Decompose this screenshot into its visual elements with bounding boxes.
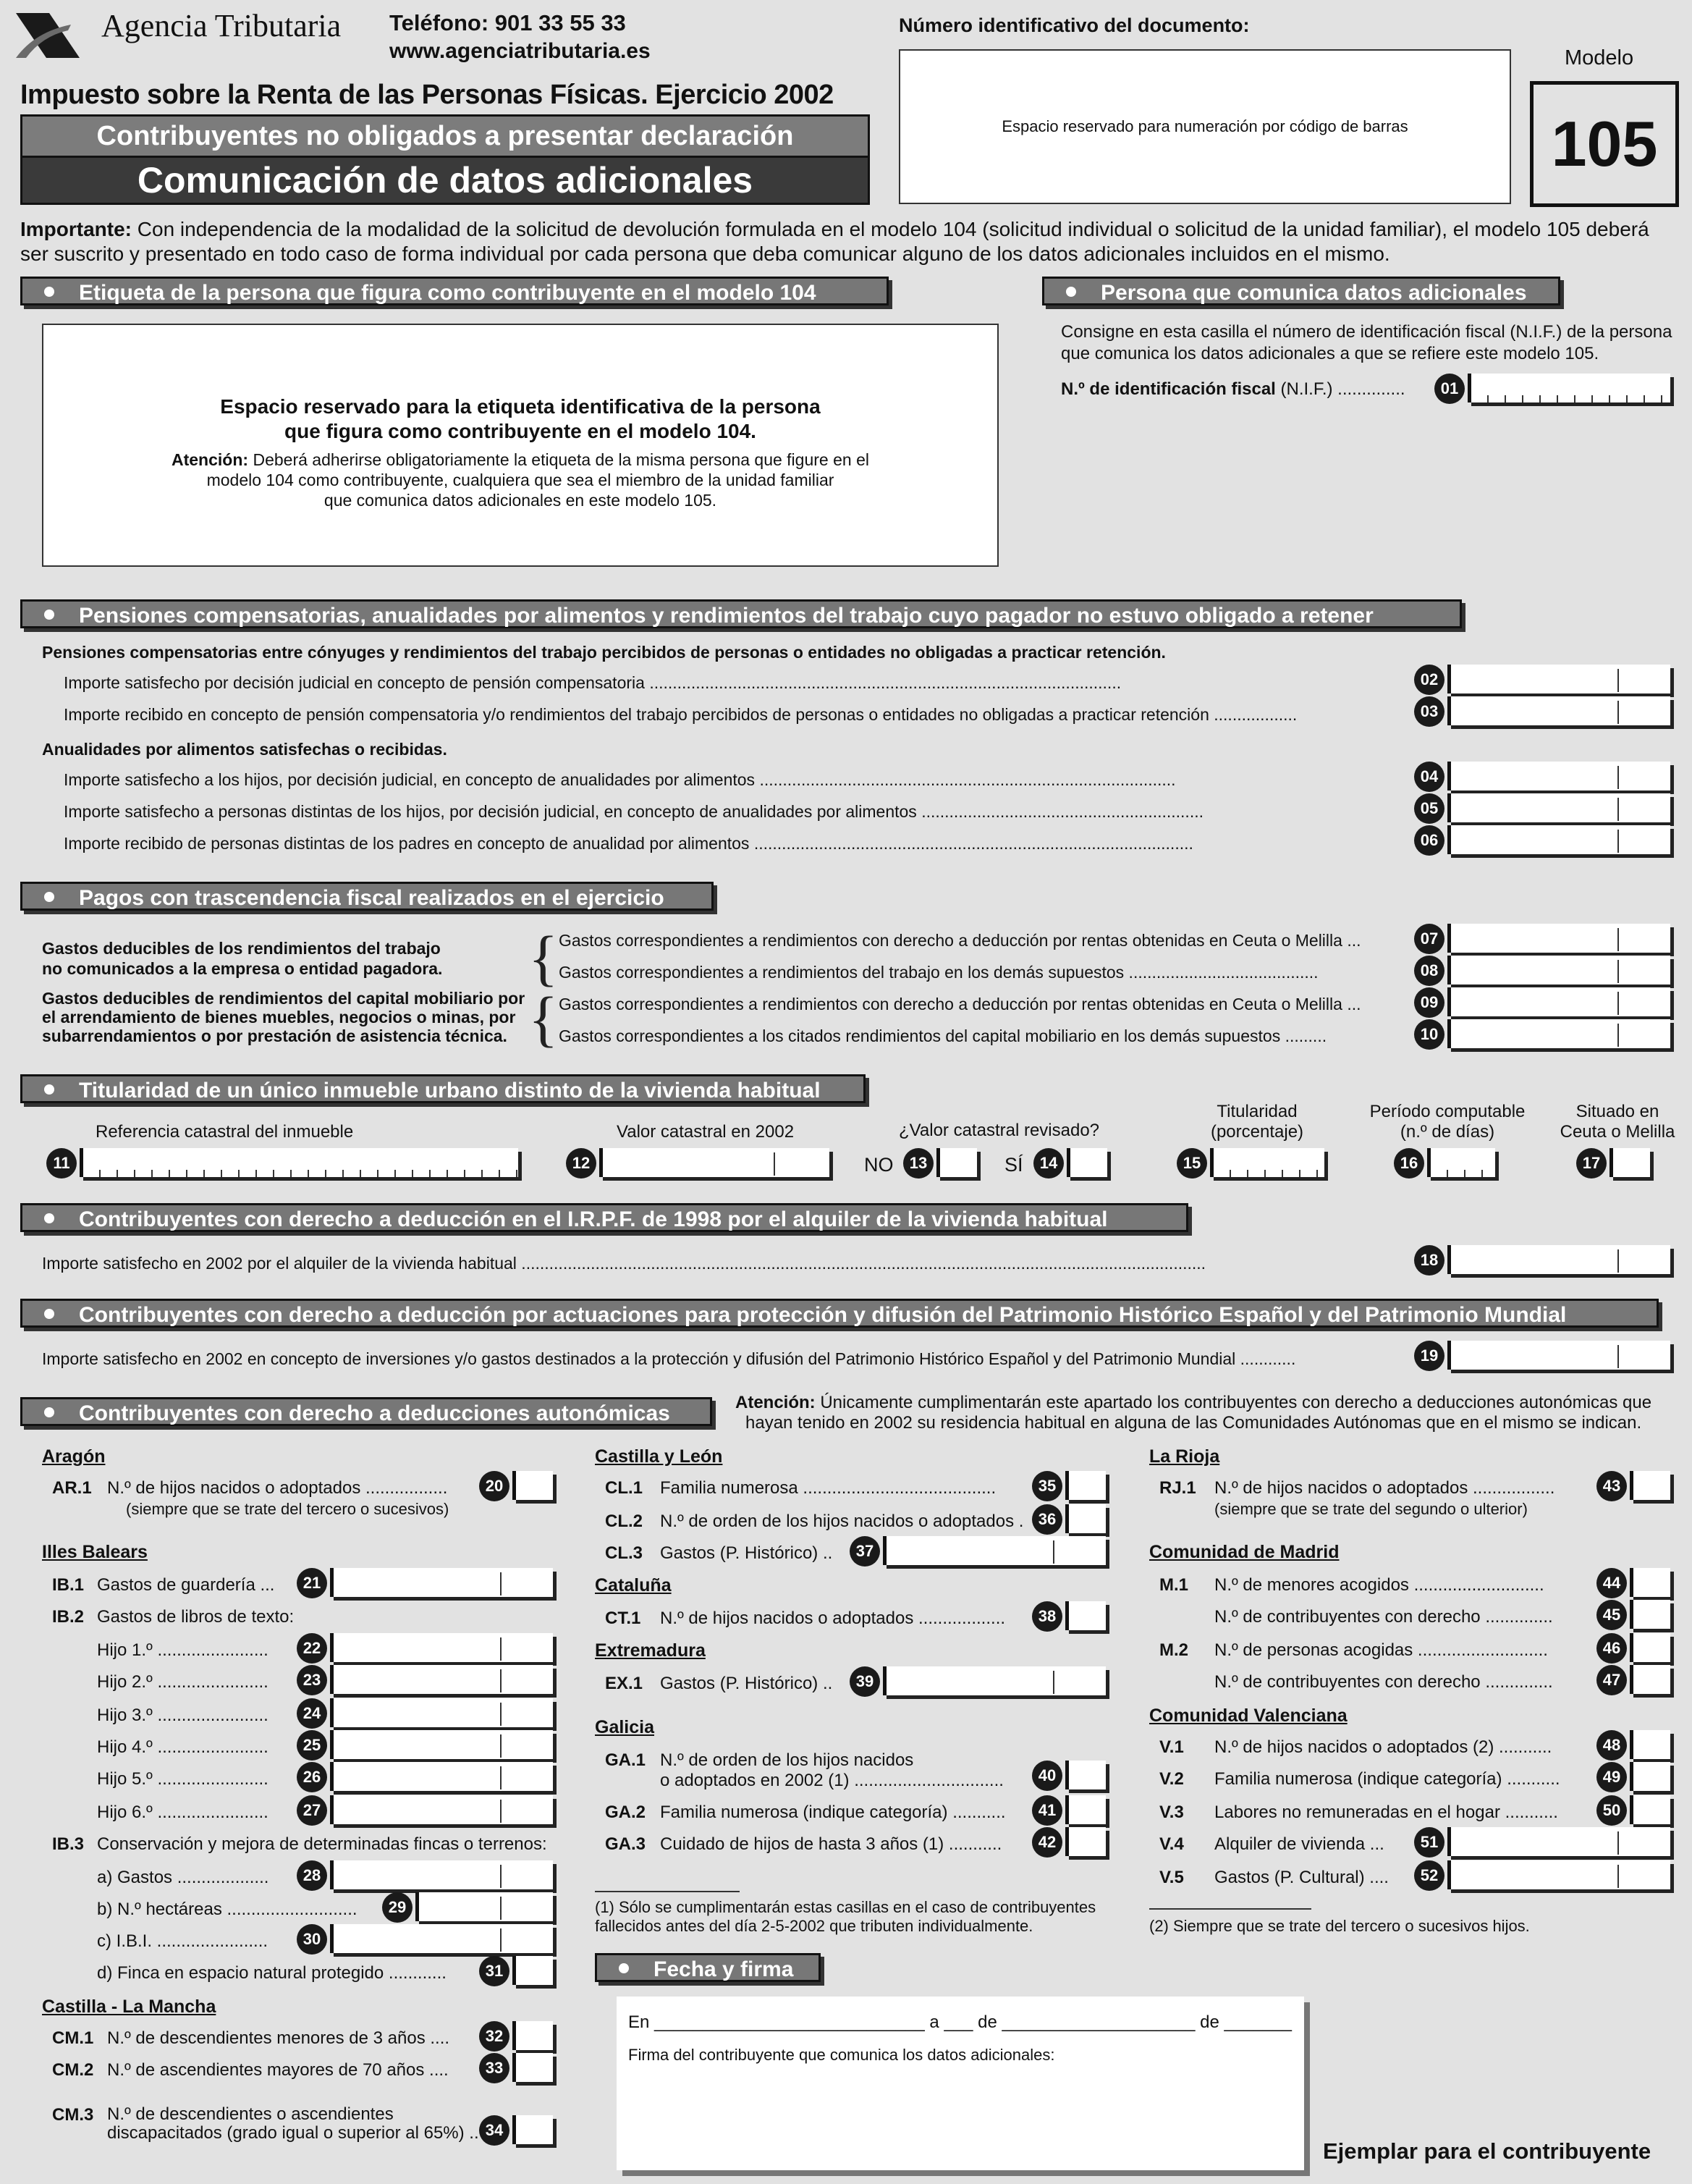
row-label-19: Importe satisfecho en 2002 en concepto de inversiones y/o gastos destinados a la protección y difusión del Patrimonio Histórico Español y del Patrimonio Mundial ............ xyxy=(42,1349,1296,1368)
autonomicas-attention xyxy=(735,1393,1682,1433)
label-cl1: Familia numerosa ........................................ xyxy=(660,1478,997,1498)
code-ga1: GA.1 xyxy=(605,1750,646,1770)
website: www.agenciatributaria.es xyxy=(389,39,651,63)
section-title: Persona que comunica datos adicionales xyxy=(1101,281,1527,305)
label-situado-1: Situado en xyxy=(1575,1102,1659,1121)
field-number-badge: 16 xyxy=(1394,1148,1424,1179)
code-cm3: CM.3 xyxy=(52,2105,94,2125)
field-number-badge: 12 xyxy=(566,1148,596,1179)
field-number-badge: 40 xyxy=(1032,1761,1062,1791)
code-ga2: GA.2 xyxy=(605,1803,646,1822)
field-28[interactable] xyxy=(330,1860,553,1889)
footnote-1-line-2: fallecidos antes del día 2-5-2002 que tributen individualmente. xyxy=(595,1917,1033,1935)
field-number-badge: 29 xyxy=(382,1892,413,1923)
field-number-badge: 37 xyxy=(850,1536,880,1567)
region-aragon: Aragón xyxy=(42,1446,106,1467)
label-ib2: Gastos de libros de texto: xyxy=(97,1607,295,1627)
field-number-badge: 04 xyxy=(1414,762,1444,792)
label-cm3-line-1: N.º de descendientes o ascendientes xyxy=(107,2104,394,2124)
code-m2: M.2 xyxy=(1159,1640,1189,1660)
field-number-badge: 24 xyxy=(297,1698,327,1729)
barcode-area: Espacio reservado para numeración por código de barras xyxy=(899,49,1511,204)
brace-icon: { xyxy=(528,923,559,992)
field-number-badge: 05 xyxy=(1414,793,1444,824)
field-29[interactable] xyxy=(415,1892,553,1921)
label-ct1: N.º de hijos nacidos o adoptados .................. xyxy=(660,1609,1006,1628)
section-inmueble-header xyxy=(20,1074,866,1103)
amount-field-02[interactable] xyxy=(1447,665,1670,693)
section-title: Titularidad de un único inmueble urbano distinto de la vivienda habitual xyxy=(79,1079,821,1102)
important-label: Importante: xyxy=(20,218,132,240)
autonomicas-attention-label: Atención: xyxy=(735,1393,816,1412)
label-cl3: Gastos (P. Histórico) .. xyxy=(660,1543,833,1563)
nif-label-bold: N.º de identificación fiscal xyxy=(1061,379,1276,399)
label-m2b: N.º de contribuyentes con derecho .............. xyxy=(1214,1672,1553,1692)
label-ib1: Gastos de guardería ... xyxy=(97,1575,275,1595)
row-label-18: Importe satisfecho en 2002 por el alquiler de la vivienda habitual .................................................................................................................................................... xyxy=(42,1254,1206,1273)
field-number-badge: 35 xyxy=(1032,1471,1062,1501)
label-box-title-2: que figura como contribuyente en el modelo 104. xyxy=(284,420,756,442)
pagos-group-2-line-1: Gastos deducibles de rendimientos del capital mobiliario por xyxy=(42,989,525,1008)
field-number-badge: 02 xyxy=(1414,665,1444,695)
field-number-badge: 18 xyxy=(1414,1245,1444,1276)
agency-name: Agencia Tributaria xyxy=(101,8,342,43)
signature-area[interactable] xyxy=(617,1997,1304,2170)
field-27[interactable] xyxy=(330,1795,553,1824)
field-42[interactable] xyxy=(1065,1827,1106,1856)
field-50[interactable] xyxy=(1630,1795,1670,1824)
section-title: Fecha y firma xyxy=(653,1957,794,1981)
field-number-badge: 36 xyxy=(1032,1504,1062,1535)
footnote-rule xyxy=(1149,1908,1311,1910)
attention-line-3: que comunica datos adicionales en este modelo 105. xyxy=(323,491,717,510)
field-number-badge: 07 xyxy=(1414,924,1444,954)
field-37[interactable] xyxy=(883,1536,1106,1565)
label-ib3b: b) N.º hectáreas ........................... xyxy=(97,1900,358,1919)
revisado-si-checkbox[interactable] xyxy=(1067,1148,1107,1177)
pagos-group-2-line-3: subarrendamientos o por prestación de asistencia técnica. xyxy=(42,1026,507,1045)
autonomicas-attention-2: hayan tenido en 2002 su residencia habitual en alguna de las Comunidades Autónomas que en el mismo se indican. xyxy=(745,1413,1642,1433)
nif-label-rest: (N.I.F.) .............. xyxy=(1280,379,1405,399)
revisado-no-checkbox[interactable] xyxy=(936,1148,977,1177)
region-castilla-la-mancha: Castilla - La Mancha xyxy=(42,1997,216,2017)
note-ar1: (siempre que se trate del tercero o sucesivos) xyxy=(126,1500,449,1518)
code-cm1: CM.1 xyxy=(52,2028,94,2048)
field-number-badge: 17 xyxy=(1576,1148,1607,1179)
field-number-badge: 01 xyxy=(1434,374,1465,404)
field-number-badge: 31 xyxy=(479,1956,509,1986)
label-hijo-2: Hijo 2.º ....................... xyxy=(97,1672,268,1692)
pagos-group-1-line-2: no comunicados a la empresa o entidad pagadora. xyxy=(42,959,443,978)
code-v2: V.2 xyxy=(1159,1769,1184,1789)
section-title: Pensiones compensatorias, anualidades por alimentos y rendimientos del trabajo cuyo pagador no estuvo obligado a retener xyxy=(79,604,1374,628)
amount-field-09[interactable] xyxy=(1447,987,1670,1016)
field-number-badge: 19 xyxy=(1414,1341,1444,1371)
field-number-badge: 38 xyxy=(1032,1601,1062,1632)
footnote-2: (2) Siempre que se trate del tercero o sucesivos hijos. xyxy=(1149,1917,1530,1935)
label-titularidad-1: Titularidad xyxy=(1217,1102,1298,1121)
label-v2: Familia numerosa (indique categoría) ........... xyxy=(1214,1769,1560,1789)
field-number-badge: 28 xyxy=(297,1860,327,1891)
field-number-badge: 21 xyxy=(297,1568,327,1598)
section-pagos-header xyxy=(20,882,714,911)
code-ct1: CT.1 xyxy=(605,1609,641,1628)
field-35[interactable] xyxy=(1065,1471,1106,1500)
doc-number-label: Número identificativo del documento: xyxy=(899,14,1250,36)
label-hijo-6: Hijo 6.º ....................... xyxy=(97,1803,268,1822)
label-valor-catastral: Valor catastral en 2002 xyxy=(617,1122,795,1142)
persona-description xyxy=(1061,321,1672,365)
code-cl2: CL.2 xyxy=(605,1511,643,1531)
field-number-badge: 50 xyxy=(1596,1795,1627,1826)
region-valenciana: Comunidad Valenciana xyxy=(1149,1706,1348,1726)
section-alquiler-header xyxy=(20,1203,1188,1232)
code-ar1: AR.1 xyxy=(52,1478,92,1498)
section-patrimonio-header xyxy=(20,1299,1659,1328)
field-number-badge: 41 xyxy=(1032,1795,1062,1826)
row-label-02: Importe satisfecho por decisión judicial en concepto de pensión compensatoria ...................................................................................................... xyxy=(64,673,1122,692)
label-periodo-2: (n.º de días) xyxy=(1400,1122,1495,1142)
periodo-field[interactable] xyxy=(1427,1148,1495,1177)
form-title: Impuesto sobre la Renta de las Personas Físicas. Ejercicio 2002 xyxy=(20,80,834,110)
attention-line-2: modelo 104 como contribuyente, cualquiera que sea el miembro de la unidad familiar xyxy=(206,471,834,489)
label-cm2: N.º de ascendientes mayores de 70 años .... xyxy=(107,2060,449,2080)
label-ga1 xyxy=(660,1750,1004,1791)
field-number-badge: 48 xyxy=(1596,1730,1627,1761)
field-33[interactable] xyxy=(512,2053,553,2082)
footnote-1-line-1: (1) Sólo se cumplimentarán estas casillas en el caso de contribuyentes xyxy=(595,1898,1096,1916)
referencia-catastral-field[interactable] xyxy=(80,1148,518,1177)
field-number-badge: 03 xyxy=(1414,696,1444,727)
region-castilla-leon: Castilla y León xyxy=(595,1446,723,1467)
footnote-rule xyxy=(595,1891,740,1892)
form-subtitle-gray: Contribuyentes no obligados a presentar declaración xyxy=(20,114,870,158)
label-periodo xyxy=(1361,1102,1534,1142)
field-number-badge: 32 xyxy=(479,2021,509,2052)
field-40[interactable] xyxy=(1065,1761,1106,1789)
label-m2: N.º de personas acogidas ........................... xyxy=(1214,1640,1548,1660)
field-21[interactable] xyxy=(330,1568,553,1597)
label-cm3-line-2: discapacitados (grado igual o superior al 65%) .. xyxy=(107,2123,479,2143)
field-number-badge: 08 xyxy=(1414,956,1444,986)
field-number-badge: 52 xyxy=(1414,1860,1444,1891)
field-number-badge: 49 xyxy=(1596,1762,1627,1792)
pagos-group-2-line-2: el arrendamiento de bienes muebles, negocios o minas, por xyxy=(42,1008,516,1026)
field-number-badge: 09 xyxy=(1414,987,1444,1018)
code-v4: V.4 xyxy=(1159,1834,1184,1854)
field-26[interactable] xyxy=(330,1762,553,1791)
amount-field-10[interactable] xyxy=(1447,1019,1670,1048)
field-number-badge: 47 xyxy=(1596,1665,1627,1695)
label-ga2: Familia numerosa (indique categoría) ........... xyxy=(660,1803,1006,1822)
important-note xyxy=(20,217,1682,266)
autonomicas-attention-1: Únicamente cumplimentarán este apartado los contribuyentes con derecho a deducciones autonómicas que xyxy=(820,1393,1652,1412)
important-text: Con independencia de la modalidad de la solicitud de devolución formulada en el modelo 104 (solicitud individual o solicitud de la unidad familiar), el modelo 105 deberá ser suscrito y presentado en todo caso de forma individual por cada persona que deba comunicar alguno de los datos adicionales incluidos en el mismo. xyxy=(20,218,1649,265)
amount-field-08[interactable] xyxy=(1447,956,1670,985)
label-titularidad-2: (porcentaje) xyxy=(1210,1122,1304,1142)
section-title: Pagos con trascendencia fiscal realizados en el ejercicio xyxy=(79,886,664,910)
field-number-badge: 25 xyxy=(297,1730,327,1761)
label-v4: Alquiler de vivienda ... xyxy=(1214,1834,1384,1854)
section-autonomicas-header xyxy=(20,1397,712,1426)
field-number-badge: 26 xyxy=(297,1762,327,1792)
label-ib3a: a) Gastos ................... xyxy=(97,1868,269,1887)
field-number-badge: 46 xyxy=(1596,1633,1627,1664)
field-22[interactable] xyxy=(330,1633,553,1662)
row-label-04: Importe satisfecho a los hijos, por decisión judicial, en concepto de anualidades por alimentos .......................................................................................... xyxy=(64,770,1176,789)
region-extremadura: Extremadura xyxy=(595,1640,706,1661)
nif-label xyxy=(1061,379,1405,400)
field-20[interactable] xyxy=(512,1471,553,1500)
row-label-06: Importe recibido de personas distintas de los padres en concepto de anualidad por alimentos ............................................................................................... xyxy=(64,834,1193,853)
label-periodo-1: Período computable xyxy=(1369,1102,1526,1121)
label-cl2: N.º de orden de los hijos nacidos o adoptados . xyxy=(660,1511,1024,1531)
field-52[interactable] xyxy=(1447,1860,1670,1889)
label-sticker-area[interactable] xyxy=(42,324,999,567)
code-ib3: IB.3 xyxy=(52,1834,85,1854)
label-situado xyxy=(1549,1102,1686,1142)
code-cl1: CL.1 xyxy=(605,1478,643,1498)
region-galicia: Galicia xyxy=(595,1717,654,1737)
region-cataluna: Cataluña xyxy=(595,1575,672,1595)
field-51[interactable] xyxy=(1447,1827,1670,1856)
field-25[interactable] xyxy=(330,1730,553,1759)
code-v3: V.3 xyxy=(1159,1803,1184,1822)
field-number-badge: 39 xyxy=(850,1666,880,1697)
nif-field[interactable] xyxy=(1468,374,1670,402)
attention-label: Atención: xyxy=(172,450,249,469)
field-number-badge: 45 xyxy=(1596,1600,1627,1630)
code-ga3: GA.3 xyxy=(605,1834,646,1854)
amount-field-05[interactable] xyxy=(1447,793,1670,822)
modelo-label: Modelo xyxy=(1565,46,1634,69)
field-41[interactable] xyxy=(1065,1795,1106,1824)
copy-label: Ejemplar para el contribuyente xyxy=(1323,2138,1651,2164)
field-number-badge: 30 xyxy=(297,1924,327,1955)
code-rj1: RJ.1 xyxy=(1159,1478,1196,1498)
field-38[interactable] xyxy=(1065,1601,1106,1630)
pagos-group-2 xyxy=(42,989,525,1045)
label-ib3: Conservación y mejora de determinadas fincas o terrenos: xyxy=(97,1834,547,1854)
field-48[interactable] xyxy=(1630,1730,1670,1759)
persona-desc-1: Consigne en esta casilla el número de identificación fiscal (N.I.F.) de la persona xyxy=(1061,322,1672,342)
label-valor-revisado: ¿Valor catastral revisado? xyxy=(899,1121,1100,1140)
field-number-badge: 15 xyxy=(1177,1148,1207,1179)
field-number-badge: 27 xyxy=(297,1795,327,1826)
form-subtitle-dark: Comunicación de datos adicionales xyxy=(20,156,870,205)
label-hijo-4: Hijo 4.º ....................... xyxy=(97,1737,268,1757)
field-47[interactable] xyxy=(1630,1665,1670,1694)
field-31[interactable] xyxy=(512,1956,553,1985)
field-number-badge: 42 xyxy=(1032,1827,1062,1858)
label-ib3c: c) I.B.I. ....................... xyxy=(97,1931,268,1951)
label-hijo-5: Hijo 5.º ....................... xyxy=(97,1769,268,1789)
field-number-badge: 43 xyxy=(1596,1471,1627,1501)
amount-field-06[interactable] xyxy=(1447,825,1670,854)
code-v5: V.5 xyxy=(1159,1868,1184,1887)
section-title: Contribuyentes con derecho a deducción por actuaciones para protección y difusión del Patrimonio Histórico Español y del Patrimonio Mundial xyxy=(79,1303,1567,1327)
label-cm3 xyxy=(107,2105,479,2143)
footnote-1 xyxy=(595,1898,1096,1936)
field-number-badge: 13 xyxy=(903,1148,934,1179)
label-hijo-1: Hijo 1.º ....................... xyxy=(97,1640,268,1660)
field-number-badge: 51 xyxy=(1414,1827,1444,1858)
field-number-badge: 23 xyxy=(297,1665,327,1695)
field-45[interactable] xyxy=(1630,1600,1670,1629)
pensiones-group-2: Anualidades por alimentos satisfechas o recibidas. xyxy=(42,740,447,759)
section-etiqueta-header xyxy=(20,277,889,305)
valor-catastral-field[interactable] xyxy=(599,1148,829,1177)
section-pensiones-header xyxy=(20,599,1462,628)
field-30[interactable] xyxy=(330,1924,553,1953)
field-number-badge: 34 xyxy=(479,2115,509,2146)
label-v3: Labores no remuneradas en el hogar ........... xyxy=(1214,1803,1558,1822)
modelo-number: 105 xyxy=(1530,81,1679,207)
note-rj1: (siempre que se trate del segundo o ulterior) xyxy=(1214,1500,1528,1518)
section-persona-header xyxy=(1042,277,1560,305)
label-referencia-catastral: Referencia catastral del inmueble xyxy=(96,1122,354,1142)
ceuta-melilla-checkbox[interactable] xyxy=(1609,1148,1650,1177)
brace-icon: { xyxy=(528,984,559,1053)
field-23[interactable] xyxy=(330,1665,553,1694)
field-number-badge: 06 xyxy=(1414,825,1444,856)
code-m1: M.1 xyxy=(1159,1575,1189,1595)
row-label-07: Gastos correspondientes a rendimientos con derecho a deducción por rentas obtenidas en Ceuta o Melilla ... xyxy=(559,931,1361,950)
code-ex1: EX.1 xyxy=(605,1674,643,1693)
pagos-group-1-line-1: Gastos deducibles de los rendimientos del trabajo xyxy=(42,939,441,958)
field-36[interactable] xyxy=(1065,1504,1106,1533)
agency-logo-icon xyxy=(13,10,94,62)
code-cm2: CM.2 xyxy=(52,2060,94,2080)
row-label-09: Gastos correspondientes a rendimientos con derecho a deducción por rentas obtenidas en Ceuta o Melilla ... xyxy=(559,995,1361,1013)
field-49[interactable] xyxy=(1630,1762,1670,1791)
persona-desc-2: que comunica los datos adicionales a que se refiere este modelo 105. xyxy=(1061,344,1599,363)
signature-label: Firma del contribuyente que comunica los datos adicionales: xyxy=(628,2046,1055,2064)
amount-field-04[interactable] xyxy=(1447,762,1670,790)
pensiones-group-1: Pensiones compensatorias entre cónyuges y rendimientos del trabajo percibidos de personas o entidades no obligadas a practicar retención. xyxy=(42,643,1166,662)
field-39[interactable] xyxy=(883,1666,1106,1695)
pagos-group-1 xyxy=(42,938,442,979)
section-title: Etiqueta de la persona que figura como contribuyente en el modelo 104 xyxy=(79,281,816,305)
label-ga1-line-1: N.º de orden de los hijos nacidos xyxy=(660,1750,914,1770)
field-43[interactable] xyxy=(1630,1471,1670,1500)
row-label-05: Importe satisfecho a personas distintas de los hijos, por decisión judicial, en concepto de anualidades por alimentos ............................................................. xyxy=(64,802,1204,821)
section-fecha-header xyxy=(595,1953,821,1982)
amount-field-19[interactable] xyxy=(1447,1341,1670,1370)
label-m1: N.º de menores acogidos ........................... xyxy=(1214,1575,1544,1595)
label-v1: N.º de hijos nacidos o adoptados (2) ........... xyxy=(1214,1737,1552,1757)
field-24[interactable] xyxy=(330,1698,553,1727)
code-v1: V.1 xyxy=(1159,1737,1184,1757)
code-ib1: IB.1 xyxy=(52,1575,85,1595)
label-box-title-1: Espacio reservado para la etiqueta identificativa de la persona xyxy=(220,395,821,418)
section-title: Contribuyentes con derecho a deducción en el I.R.P.F. de 1998 por el alquiler de la vivienda habitual xyxy=(79,1207,1108,1231)
region-la-rioja: La Rioja xyxy=(1149,1446,1220,1467)
row-label-10: Gastos correspondientes a los citados rendimientos del capital mobiliario en los demás supuestos ......... xyxy=(559,1026,1327,1045)
label-hijo-3: Hijo 3.º ....................... xyxy=(97,1706,268,1725)
field-32[interactable] xyxy=(512,2021,553,2050)
label-ex1: Gastos (P. Histórico) .. xyxy=(660,1674,833,1693)
region-madrid: Comunidad de Madrid xyxy=(1149,1542,1340,1562)
phone-number: Teléfono: 901 33 55 33 xyxy=(389,10,626,35)
date-line[interactable]: En ____________________________ a ___ de ____________________ de _______ xyxy=(628,2012,1292,2032)
field-number-badge: 10 xyxy=(1414,1019,1444,1050)
label-cm1: N.º de descendientes menores de 3 años .... xyxy=(107,2028,450,2048)
field-number-badge: 14 xyxy=(1033,1148,1064,1179)
label-ga3: Cuidado de hijos de hasta 3 años (1) ........... xyxy=(660,1834,1002,1854)
field-46[interactable] xyxy=(1630,1633,1670,1662)
row-label-08: Gastos correspondientes a rendimientos del trabajo en los demás supuestos ......................................... xyxy=(559,963,1319,982)
label-m1b: N.º de contribuyentes con derecho .............. xyxy=(1214,1607,1553,1627)
attention-line-1: Deberá adherirse obligatoriamente la etiqueta de la misma persona que figure en el xyxy=(253,450,869,469)
label-si: SÍ xyxy=(1004,1154,1023,1176)
section-title: Contribuyentes con derecho a deducciones autonómicas xyxy=(79,1401,670,1425)
amount-field-07[interactable] xyxy=(1447,924,1670,953)
amount-field-18[interactable] xyxy=(1447,1245,1670,1274)
field-number-badge: 22 xyxy=(297,1633,327,1664)
field-number-badge: 33 xyxy=(479,2053,509,2083)
label-v5: Gastos (P. Cultural) .... xyxy=(1214,1868,1389,1887)
region-baleares: Illes Balears xyxy=(42,1542,148,1562)
label-ga1-line-2: o adoptados en 2002 (1) ............................... xyxy=(660,1771,1004,1790)
field-number-badge: 20 xyxy=(479,1471,509,1501)
amount-field-03[interactable] xyxy=(1447,696,1670,725)
label-no: NO xyxy=(864,1154,894,1176)
label-ib3d: d) Finca en espacio natural protegido ............ xyxy=(97,1963,447,1983)
label-titularidad xyxy=(1188,1102,1326,1142)
label-rj1: N.º de hijos nacidos o adoptados ................. xyxy=(1214,1478,1555,1498)
code-cl3: CL.3 xyxy=(605,1543,643,1563)
row-label-03: Importe recibido en concepto de pensión compensatoria y/o rendimientos del trabajo percibidos de personas o entidades no obligadas a practicar retención .................. xyxy=(64,705,1298,724)
titularidad-field[interactable] xyxy=(1210,1148,1324,1177)
field-number-badge: 44 xyxy=(1596,1568,1627,1598)
field-number-badge: 11 xyxy=(46,1148,77,1179)
field-44[interactable] xyxy=(1630,1568,1670,1597)
label-situado-2: Ceuta o Melilla xyxy=(1560,1122,1675,1142)
field-34[interactable] xyxy=(512,2115,553,2144)
code-ib2: IB.2 xyxy=(52,1607,85,1627)
label-ar1: N.º de hijos nacidos o adoptados ................. xyxy=(107,1478,448,1498)
